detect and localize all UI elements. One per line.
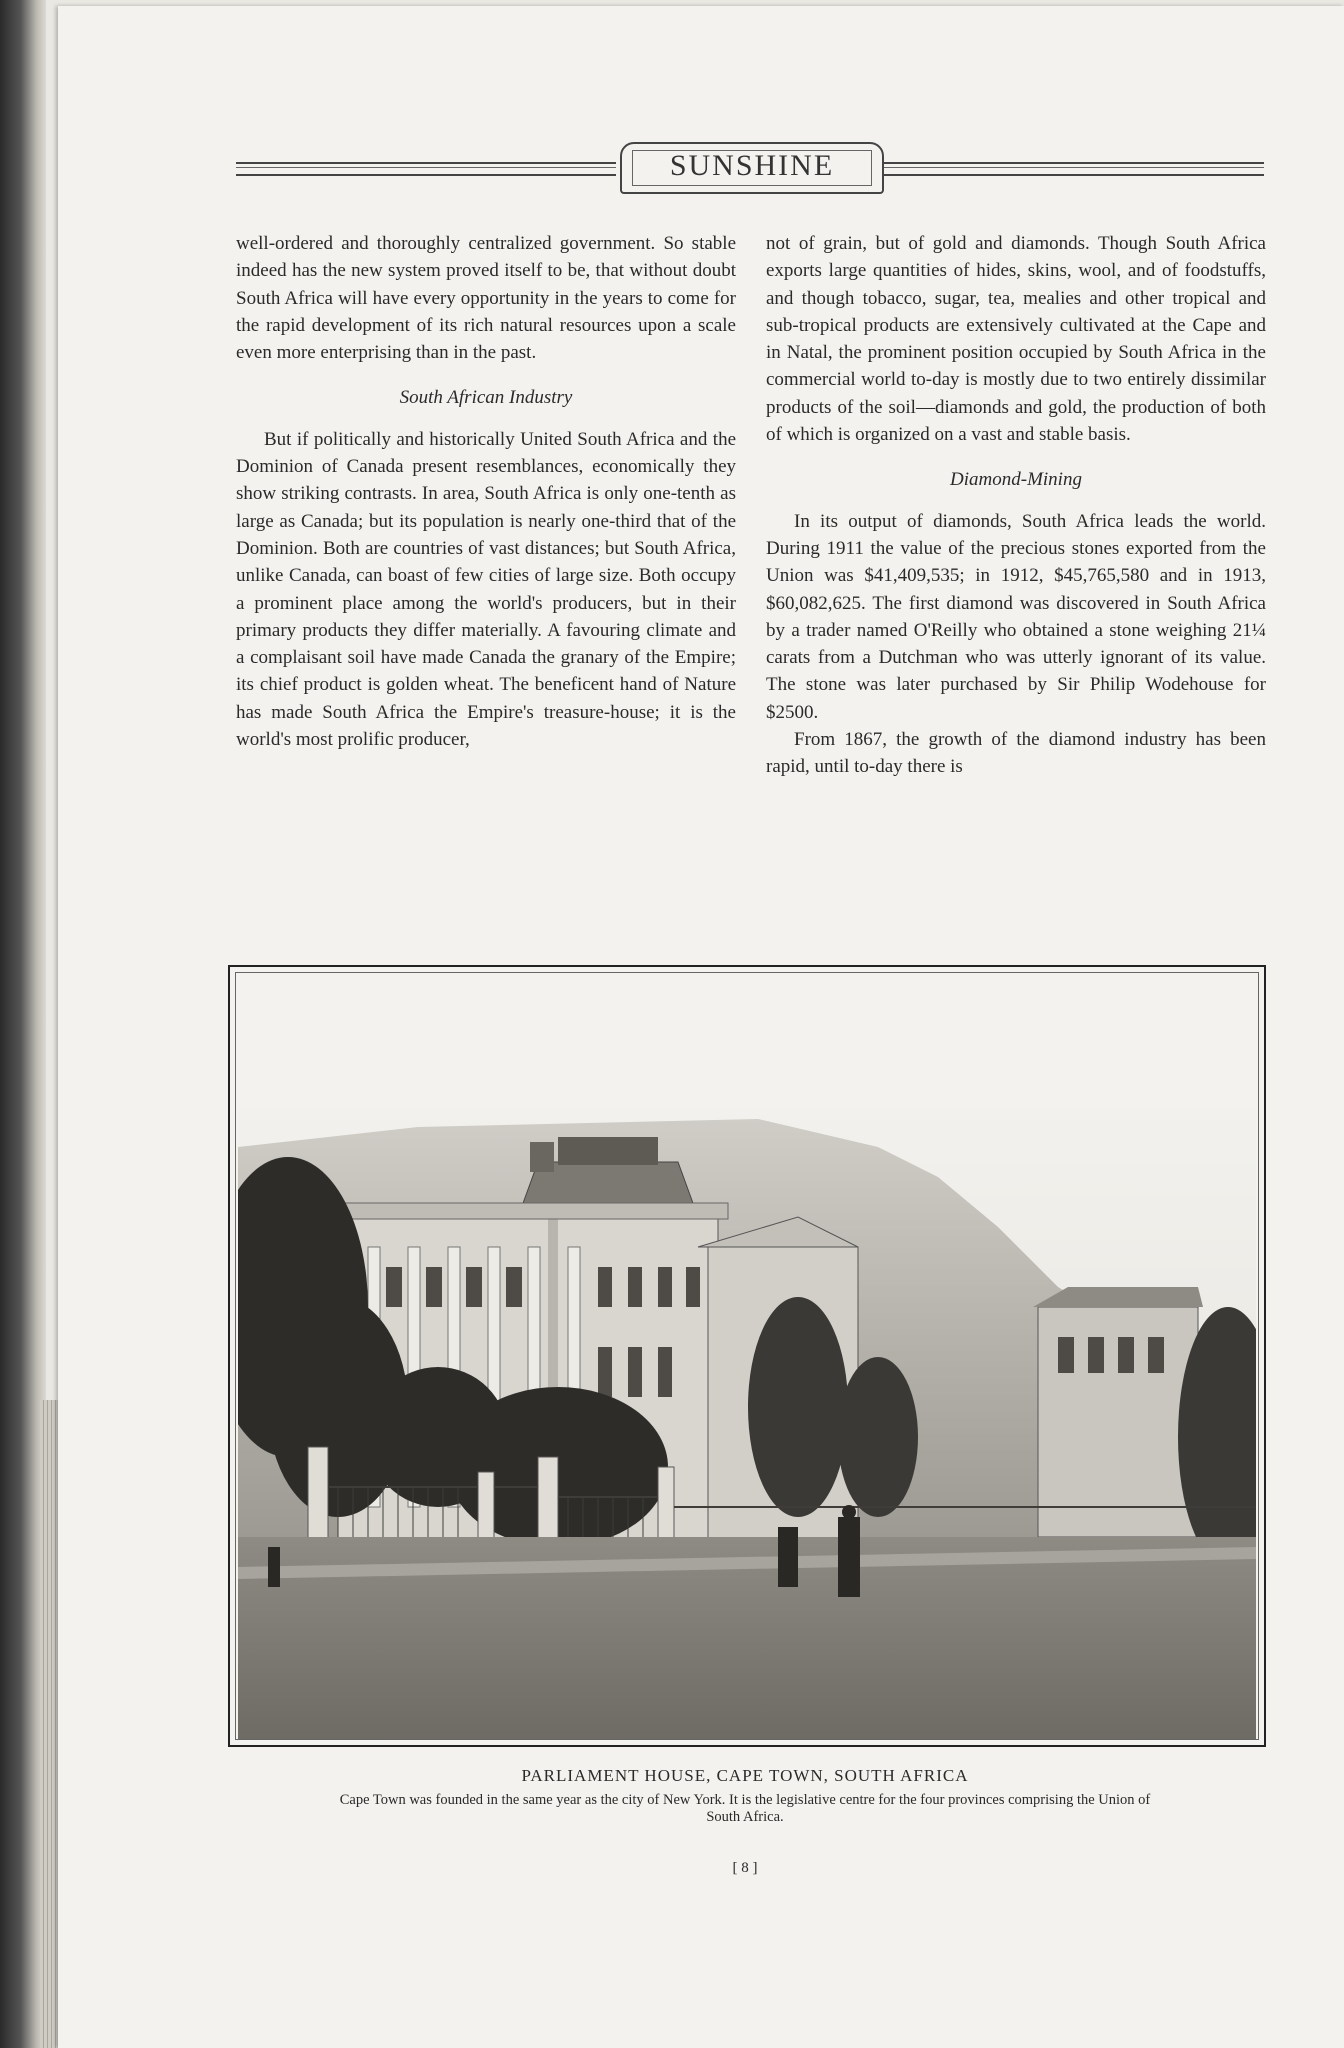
- page-header: [236, 132, 1264, 202]
- parliament-house-illustration: [238, 1107, 1256, 1739]
- growth-paragraph: From 1867, the growth of the diamond industry has been rapid, until to-day there is: [766, 729, 1266, 778]
- section-heading-diamond: Diamond-Mining: [950, 469, 1082, 491]
- parliament-house-photo: [238, 1107, 1256, 1739]
- header-rule-right: [884, 162, 1264, 176]
- photo-frame: [228, 965, 1266, 1747]
- continued-paragraph: not of grain, but of gold and diamonds. Though South Africa exports large quantities of hides, skins, wool, and of foodstuffs, and though tobacco, sugar, tea, mealies and other tropical and sub-tropical products are extensively cultivated at the Cape and in Natal, the prominent position occupied by South Africa in the commercial world to-day is mostly due to two entirely dissimilar products of the soil—diamonds and gold, the production of both of which is organized on a vast and stable basis.: [766, 233, 1266, 446]
- intro-paragraph: well-ordered and thoroughly centralized government. So stable indeed has the new system proved itself to be, that without doubt South Africa will have every opportunity in the years to come for the rapid development of its rich natural resources upon a scale even more enterprising than in the past.: [236, 233, 736, 364]
- photo-caption-text: Cape Town was founded in the same year as the city of New York. It is the legislative centre for the four provinces comprising the Union of South Africa.: [339, 1792, 1151, 1825]
- photo-caption-title: PARLIAMENT HOUSE, CAPE TOWN, SOUTH AFRICA: [521, 1766, 969, 1785]
- header-rule-left: [236, 162, 616, 176]
- masthead-title: SUNSHINE: [669, 149, 835, 182]
- right-column: [766, 230, 1266, 781]
- section-heading-industry: South African Industry: [399, 387, 573, 409]
- left-column: [236, 230, 736, 753]
- industry-paragraph: But if politically and historically United South Africa and the Dominion of Canada present resemblances, economically they show striking contrasts. In area, South Africa is only one-tenth as large as Canada; but its population is nearly one-third that of the Dominion. Both are countries of vast distances; but South Africa, unlike Canada, can boast of few cities of large size. Both occupy a prominent place among the world's producers, but in their primary products they differ materially. A favouring climate and a complaisant soil have made Canada the granary of the Empire; its chief product is golden wheat. The beneficent hand of Nature has made South Africa the Empire's treasure-house; it is the world's most prolific producer,: [236, 428, 736, 751]
- masthead-cartouche: [620, 142, 884, 194]
- page-number: [ 8 ]: [732, 1860, 758, 1876]
- diamond-paragraph: In its output of diamonds, South Africa leads the world. During 1911 the value of the precious stones exported from the Union was $41,409,535; in 1912, $45,765,580 and in 1913, $60,082,625. The first diamond was discovered in South Africa by a trader named O'Reilly who obtained a stone weighing 21¼ carats from a Dutchman who was utterly ignorant of its value. The stone was later purchased by Sir Philip Wodehouse for $2500.: [766, 510, 1266, 723]
